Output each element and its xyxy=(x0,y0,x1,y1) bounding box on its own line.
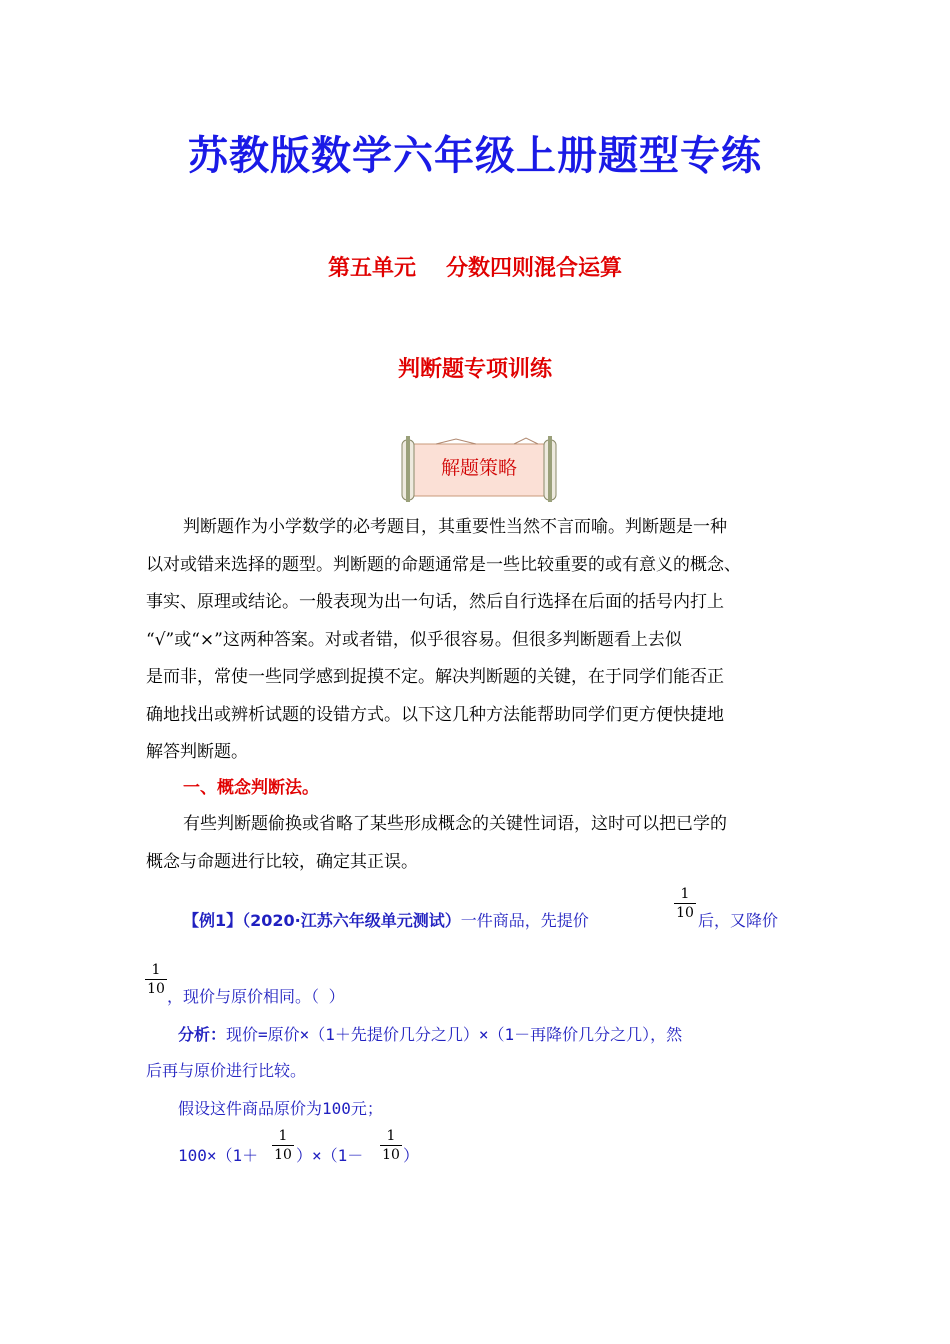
example-text-b: 后，又降价 xyxy=(698,911,779,930)
unit-label: 第五单元 xyxy=(327,256,416,281)
fraction: 1 10 xyxy=(145,962,167,997)
example-line-1 xyxy=(183,908,589,931)
method-line: 概念与命题进行比较，确定其正误。 xyxy=(146,851,418,872)
example-tag: 【例1】（2020·江苏六年级单元测试） xyxy=(183,911,461,930)
intro-paragraph xyxy=(146,509,806,772)
strategy-label: 解题策略 xyxy=(440,457,517,479)
fraction: 1 10 xyxy=(272,1128,294,1163)
page-title: 苏教版数学六年级上册题型专练 xyxy=(188,133,762,179)
calc-part-a: 100×（1＋ xyxy=(178,1146,259,1165)
analysis-line-1: 分析：现价=原价×（1＋先提价几分之几）×（1－再降价几分之几），然 xyxy=(178,1025,683,1044)
calc-part-b: ）×（1－ xyxy=(296,1146,364,1165)
assumption-line: 假设这件商品原价为100元； xyxy=(178,1099,383,1118)
calc-part-c: ） xyxy=(403,1146,420,1165)
example-text-a: 一件商品，先提价 xyxy=(460,911,589,930)
intro-line: 判断题作为小学数学的必考题目，其重要性当然不言而喻。判断题是一种 xyxy=(183,517,727,537)
intro-line: 确地找出或辨析试题的设错方式。以下这几种方法能帮助同学们更方便快捷地 xyxy=(146,704,724,725)
intro-line: 是而非，常使一些同学感到捉摸不定。解决判断题的关键，在于同学们能否正 xyxy=(146,667,724,687)
analysis-label: 分析： xyxy=(178,1025,227,1044)
method-heading: 一、概念判断法。 xyxy=(183,778,319,798)
unit-title xyxy=(0,251,950,282)
intro-line: 以对或错来选择的题型。判断题的命题通常是一些比较重要的或有意义的概念、 xyxy=(146,554,741,575)
unit-name: 分数四则混合运算 xyxy=(446,256,623,281)
method-line: 有些判断题偷换或省略了某些形成概念的关键性词语，这时可以把已学的 xyxy=(183,814,727,834)
fraction: 1 10 xyxy=(380,1128,402,1163)
method-paragraph xyxy=(146,806,806,881)
section-subtitle: 判断题专项训练 xyxy=(397,357,552,382)
fraction: 1 10 xyxy=(674,886,696,921)
example-text-c: ，现价与原价相同。（ ） xyxy=(167,987,345,1006)
intro-line: “√”或“×”这两种答案。对或者错，似乎很容易。但很多判断题看上去似 xyxy=(146,629,682,650)
intro-line: 解答判断题。 xyxy=(146,742,248,762)
analysis-line-2: 后再与原价进行比较。 xyxy=(146,1061,307,1080)
intro-line: 事实、原理或结论。一般表现为出一句话，然后自行选择在后面的括号内打上 xyxy=(146,592,724,612)
strategy-scroll-banner xyxy=(396,436,562,502)
